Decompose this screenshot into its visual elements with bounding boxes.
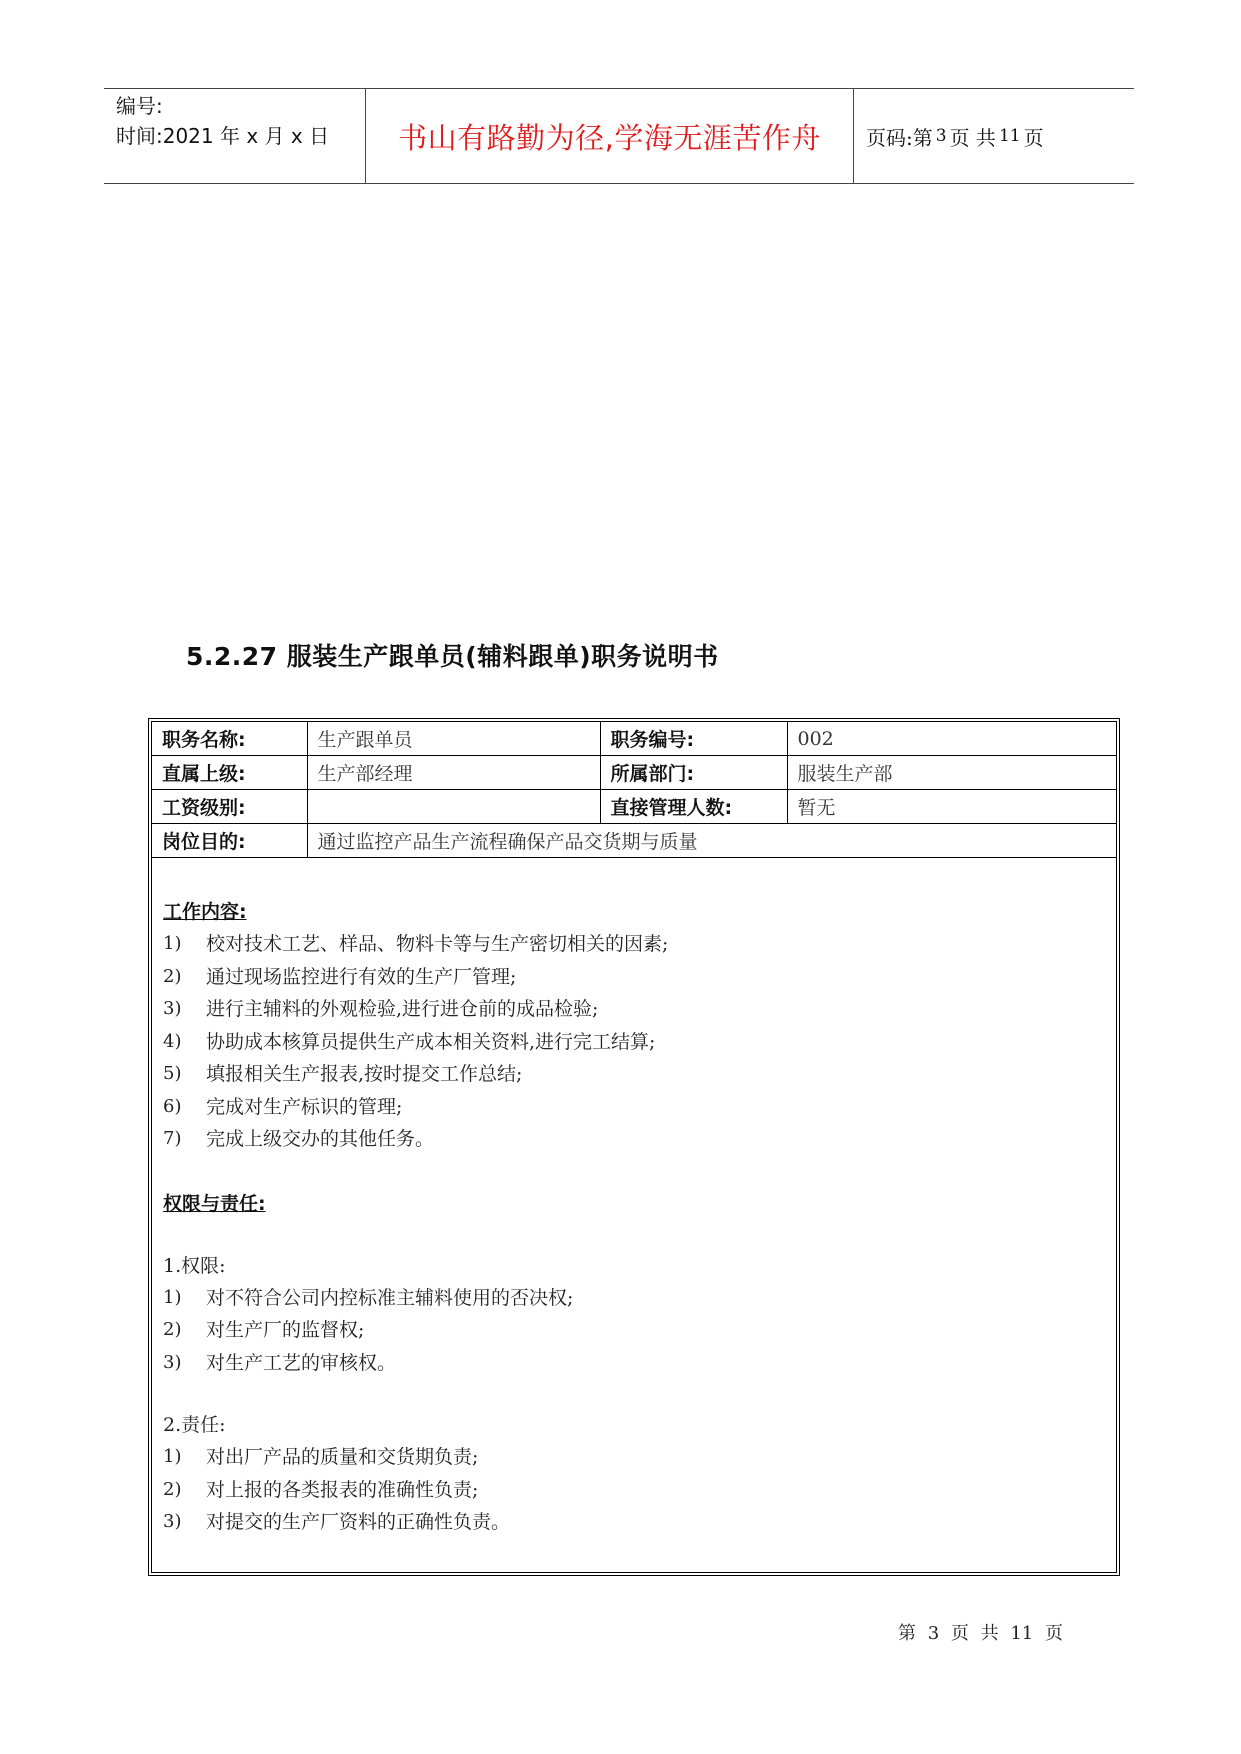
salary-level-value <box>307 790 600 824</box>
info-row <box>152 824 1116 858</box>
list-item <box>163 1058 1116 1091</box>
page-prefix: 页码:第 <box>866 125 933 150</box>
list-item <box>163 1314 1116 1347</box>
page-total: 11 <box>998 126 1021 146</box>
list-item-text: 协助成本核算员提供生产成本相关资料,进行完工结算; <box>206 1030 656 1053</box>
list-item-number: 1) <box>163 933 182 954</box>
rights-list <box>163 1282 1116 1380</box>
document-title: 5.2.27 服装生产跟单员(辅料跟单)职务说明书 <box>186 642 719 671</box>
department-label: 所属部门: <box>600 756 787 790</box>
authority-heading: 权限与责任: <box>163 1192 266 1215</box>
spacer <box>163 1156 1116 1188</box>
direct-reports-label: 直接管理人数: <box>600 790 787 824</box>
page-current: 3 <box>935 126 947 146</box>
document-number-label: 编号: <box>116 94 163 118</box>
list-item <box>163 961 1116 994</box>
list-item <box>163 1282 1116 1315</box>
document-time-label: 时间:2021 年 x 月 x 日 <box>116 124 330 148</box>
list-item-number: 1) <box>163 1286 182 1308</box>
list-item-number: 1) <box>163 1446 182 1467</box>
job-content <box>152 858 1116 1539</box>
list-item-text: 对出厂产品的质量和交货期负责; <box>206 1446 479 1468</box>
list-item-text: 校对技术工艺、样品、物料卡等与生产密切相关的因素; <box>206 933 669 955</box>
list-item-text: 对提交的生产厂资料的正确性负责。 <box>206 1511 511 1533</box>
duties-list <box>163 1441 1116 1539</box>
direct-reports-value: 暂无 <box>787 790 1116 824</box>
list-item-number: 5) <box>163 1063 182 1084</box>
list-item <box>163 993 1116 1026</box>
job-code-label: 职务编号: <box>600 722 787 756</box>
list-item <box>163 1123 1116 1156</box>
list-item <box>163 1474 1116 1507</box>
page-header <box>104 88 1134 184</box>
list-item-number: 2) <box>163 965 182 987</box>
job-info-table <box>152 722 1116 858</box>
list-item <box>163 928 1116 961</box>
list-item-number: 2) <box>163 1478 182 1500</box>
page-suffix: 页 <box>1023 125 1044 150</box>
list-item-text: 完成对生产标识的管理; <box>206 1095 403 1118</box>
list-item-number: 7) <box>163 1128 182 1149</box>
list-item-number: 3) <box>163 1511 182 1532</box>
list-item <box>163 1506 1116 1539</box>
header-motto: 书山有路勤为径,学海无涯苦作舟 <box>366 89 854 183</box>
list-item-text: 对不符合公司内控标准主辅料使用的否决权; <box>206 1286 574 1309</box>
list-item-number: 3) <box>163 998 182 1019</box>
header-meta <box>104 89 366 183</box>
department-value: 服装生产部 <box>787 756 1116 790</box>
info-row <box>152 722 1116 756</box>
job-title-label: 职务名称: <box>152 722 307 756</box>
list-item-number: 2) <box>163 1319 182 1340</box>
list-item-number: 6) <box>163 1095 182 1117</box>
info-row <box>152 790 1116 824</box>
spacer <box>163 1379 1116 1409</box>
list-item-number: 3) <box>163 1351 182 1373</box>
duties-heading: 2.责任: <box>163 1414 226 1436</box>
rights-heading: 1.权限: <box>163 1254 226 1277</box>
list-item <box>163 1441 1116 1474</box>
job-description-inner <box>151 721 1117 1573</box>
job-code-value: 002 <box>787 722 1116 756</box>
info-row <box>152 756 1116 790</box>
purpose-value: 通过监控产品生产流程确保产品交货期与质量 <box>307 824 1116 858</box>
job-title-value: 生产跟单员 <box>307 722 600 756</box>
salary-level-label: 工资级别: <box>152 790 307 824</box>
list-item-number: 4) <box>163 1030 182 1052</box>
list-item-text: 填报相关生产报表,按时提交工作总结; <box>206 1063 523 1085</box>
supervisor-value: 生产部经理 <box>307 756 600 790</box>
page-middle: 页 共 <box>949 125 996 150</box>
work-content-heading: 工作内容: <box>163 901 247 923</box>
list-item <box>163 1347 1116 1380</box>
list-item <box>163 1026 1116 1059</box>
list-item-text: 完成上级交办的其他任务。 <box>206 1128 435 1150</box>
list-item-text: 进行主辅料的外观检验,进行进仓前的成品检验; <box>206 998 599 1020</box>
purpose-label: 岗位目的: <box>152 824 307 858</box>
job-description-box <box>148 718 1120 1576</box>
list-item-text: 对上报的各类报表的准确性负责; <box>206 1478 479 1501</box>
list-item-text: 对生产工艺的审核权。 <box>206 1351 397 1374</box>
list-item-text: 对生产厂的监督权; <box>206 1319 365 1341</box>
spacer <box>163 1220 1116 1250</box>
supervisor-label: 直属上级: <box>152 756 307 790</box>
work-content-list <box>163 928 1116 1156</box>
list-item-text: 通过现场监控进行有效的生产厂管理; <box>206 965 517 988</box>
page-footer: 第 3 页 共 11 页 <box>898 1623 1063 1644</box>
header-page-info <box>854 89 1134 183</box>
list-item <box>163 1091 1116 1124</box>
